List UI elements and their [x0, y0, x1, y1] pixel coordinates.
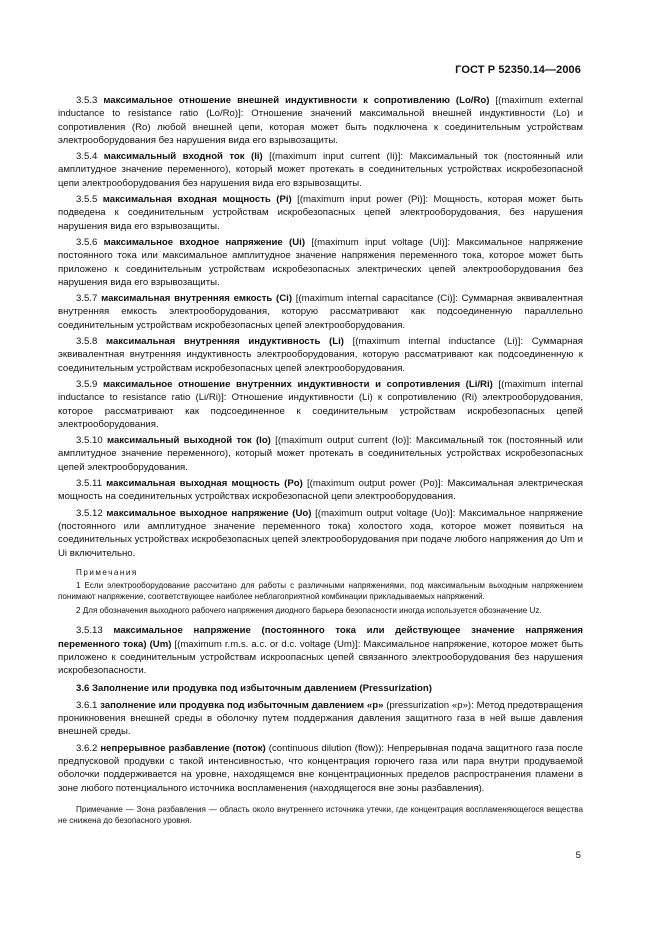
term: максимальное отношение внешней индуктивности к сопротивлению (Lo/Ro)	[103, 95, 490, 106]
definition: [(maximum internal inductance to resistance ratio (Li/Ri)]: Отношение индуктивности (Li) к сопротивлению (Ri) электрооборудования, которое рассматривают как подсоединенное к соединительным устройствам искробезопасных цепей электрооборудования.	[58, 378, 583, 430]
term: максимальное напряжение (постоянного тока или действующее значение напряжения переменного тока) (Um)	[58, 625, 583, 650]
term: максимальное отношение внутренних индуктивности и сопротивления (Li/Ri)	[102, 378, 493, 390]
notes-title: Примечания	[76, 567, 138, 577]
paragraph-3-5-3	[58, 94, 583, 147]
paragraph-3-5-7	[58, 292, 583, 332]
section-heading-3-6	[58, 682, 583, 695]
definition: [(maximum input voltage (Ui)]: Максимальное напряжение постоянного тока или максимальное амплитудное значение напряжения переменного тока, которое может быть приложено к соединительным устройствам искробезопасных электрических цепей электрооборудования без нарушения вида его взрывозащиты.	[58, 236, 584, 288]
term: максимальная внутренняя емкость (Ci)	[101, 293, 293, 305]
clause-number: 3.5.8	[76, 336, 98, 348]
definition: [(maximum output power (Po)]: Максимальная электрическая мощность на соединительных устройствах искробезопасной цепи электрооборудования.	[58, 478, 583, 503]
paragraph-3-6-1	[58, 699, 583, 739]
definition: [(maximum internal inductance (Li)]: Суммарная эквивалентная внутренняя индуктивность электрооборудования, которую рассматривают как подсоединенную к соединительным устройствам искробезопасных цепей электрооборудования.	[58, 336, 584, 374]
definition: [(maximum internal capacitance (Ci)]: Суммарная эквивалентная внутренняя емкость электрооборудования, которую рассматривают как подсоединенную параллельно соединительным устройствам искробезопасных цепей электрооборудования.	[58, 293, 583, 331]
definition: [(maximum output voltage (Uo)]: Максимальное напряжение (постоянного или амплитудное значение переменного тока) холостого хода, которое может появиться на соединительных устройствах искробезопасных цепей электрооборудования при подаче любого напряжения до Um и Ui включительно.	[58, 507, 584, 559]
definition: [(maximum r.m.s. a.c. or d.c. voltage (Um)]: Максимальное напряжение, которое может быть приложено к соединительным устройствам искроопасных цепей связанного электрооборудования без нарушения искробезопасности.	[58, 638, 583, 677]
paragraph-3-5-5	[58, 193, 583, 233]
clause-number: 3.5.5	[76, 194, 98, 206]
term: максимальная внутренняя индуктивность (Li)	[106, 336, 344, 348]
term: максимальный выходной ток (Io)	[106, 435, 271, 447]
document-body	[58, 94, 583, 829]
term: заполнение или продувка под избыточным давлением «p»	[100, 699, 384, 711]
paragraph-3-6-2	[58, 742, 583, 795]
note-1: 1 Если электрооборудование рассчитано для работы с различными напряжениями, под максимальным выходным напряжением понимают напряжение, соответствующее наиболее неблагоприятной комбинации прикладываемых напряжений.	[58, 580, 583, 601]
paragraph-3-5-11	[58, 477, 583, 504]
term: максимальное выходное напряжение (Uo)	[106, 507, 312, 519]
term: непрерывное разбавление (поток)	[100, 742, 266, 754]
paragraph-3-5-4	[58, 150, 583, 190]
paragraph-3-5-13	[58, 624, 583, 677]
paragraph-3-5-8	[58, 335, 583, 375]
clause-number: 3.5.3	[76, 95, 98, 106]
paragraph-3-5-6	[58, 236, 583, 289]
section-number: 3.6	[76, 682, 90, 694]
term: максимальное входное напряжение (Ui)	[103, 236, 306, 248]
paragraph-3-5-10	[58, 434, 583, 474]
clause-number: 3.5.6	[76, 236, 98, 248]
definition: [(maximum output current (Io)]: Максимальный ток (постоянный или амплитудное значение переменного), который может протекать в соединительных устройствах искробезопасных цепей электрооборудования.	[58, 435, 584, 473]
note-dilution-zone: Примечание — Зона разбавления — область около внутреннего источника утечки, где концентрация воспламеняющегося вещества не снижена до безопасного уровня.	[58, 804, 583, 826]
section-title: Заполнение или продувка под избыточным давлением (Pressurization)	[92, 682, 432, 694]
clause-number: 3.5.11	[76, 478, 102, 490]
clause-number: 3.5.10	[76, 435, 103, 447]
clause-number: 3.6.2	[76, 742, 98, 754]
definition: (continuous dilution (flow)): Непрерывная подача защитного газа после предпусковой продувки с такой интенсивностью, что концентрация горючего газа или пара внутри продуваемой оболочки поддерживается на уровне, находящемся вне концентрационных пределов распространения пламени в зоне любого потенциального источника воспламенения (находящегося вне зоны разбавления).	[58, 742, 583, 794]
clause-number: 3.5.9	[76, 378, 98, 390]
clause-number: 3.5.7	[76, 293, 98, 305]
definition: (pressurization «p»): Метод предотвращения проникновения внешней среды в оболочку путем поддержания давления защитного газа в ней выше давления внешней среды.	[58, 699, 584, 738]
clause-number: 3.6.1	[76, 699, 98, 711]
term: максимальная выходная мощность (Po)	[106, 478, 303, 490]
clause-number: 3.5.13	[76, 625, 103, 637]
term: максимальный входной ток (Ii)	[103, 151, 263, 163]
clause-number: 3.5.4	[76, 151, 98, 163]
term: максимальная входная мощность (Pi)	[102, 194, 292, 206]
note-2: 2 Для обозначения выходного рабочего напряжения диодного барьера безопасности иногда используется обозначение Uz.	[76, 606, 542, 616]
definition: [(maximum external inductance to resistance ratio (Lo/Ro)]: Отношение значений максимальной внешней индуктивности (Lo) и сопротивления (Ro) любой внешней цепи, которая может быть подключена к соединительным устройствам электрооборудования без нарушения вида его взрывозащиты.	[58, 95, 583, 146]
definition: [(maximum input current (Ii)]: Максимальный ток (постоянный или амплитудное значение переменного), который может протекать в соединительных устройствах искробезопасной цепи электрооборудования без нарушения вида его взрывозащиты.	[58, 151, 583, 189]
standard-header: ГОСТ Р 52350.14—2006	[455, 64, 581, 76]
clause-number: 3.5.12	[76, 507, 103, 519]
paragraph-3-5-9	[58, 378, 583, 431]
page-number: 5	[575, 850, 581, 861]
paragraph-3-5-12	[58, 507, 583, 560]
definition: [(maximum input power (Pi)]: Мощность, которая может быть подведена к соединительным устройствам искробезопасных цепей электрооборудования, без нарушения нарушения вида его взрывозащиты.	[58, 194, 583, 232]
